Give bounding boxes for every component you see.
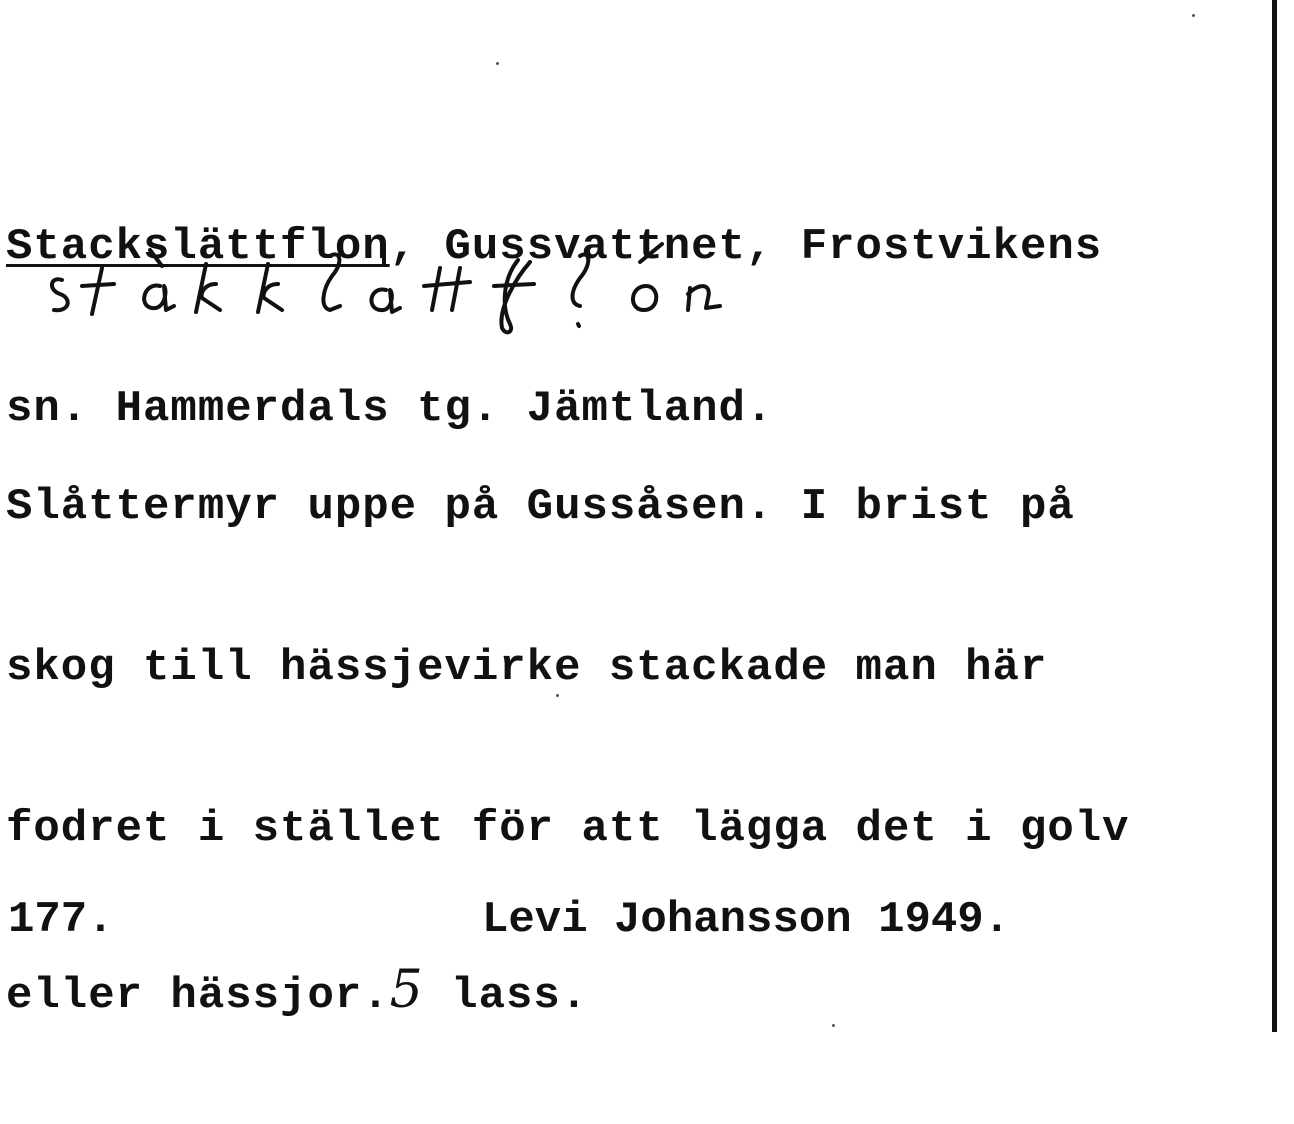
phonetic-transcription-handwriting <box>40 228 920 338</box>
author-and-year: Levi Johansson 1949. <box>482 895 1011 945</box>
card-edge-line <box>1272 0 1277 1032</box>
description <box>6 372 1130 1124</box>
description-line: fodret i stället för att lägga det i golv <box>6 804 1130 854</box>
paper-speck <box>496 62 499 65</box>
description-end: lass. <box>423 971 589 1021</box>
handwritten-load-count: 5 <box>389 960 424 1020</box>
place-name: Stackslättflon <box>6 222 390 272</box>
heading-line-2: sn. Hammerdals tg. Jämtland. <box>6 384 774 434</box>
card-number: 177. <box>8 895 114 945</box>
paper-speck <box>556 694 559 697</box>
heading-location: , Gussvattnet, Frostvikens <box>389 222 1103 272</box>
description-line: eller hässjor. <box>6 971 390 1021</box>
description-line: Slåttermyr uppe på Gussåsen. I brist på <box>6 482 1075 532</box>
description-line: skog till hässjevirke stackade man här <box>6 643 1048 693</box>
paper-speck <box>832 1024 835 1027</box>
description-line-last <box>6 960 1130 1021</box>
paper-speck <box>1192 14 1195 17</box>
